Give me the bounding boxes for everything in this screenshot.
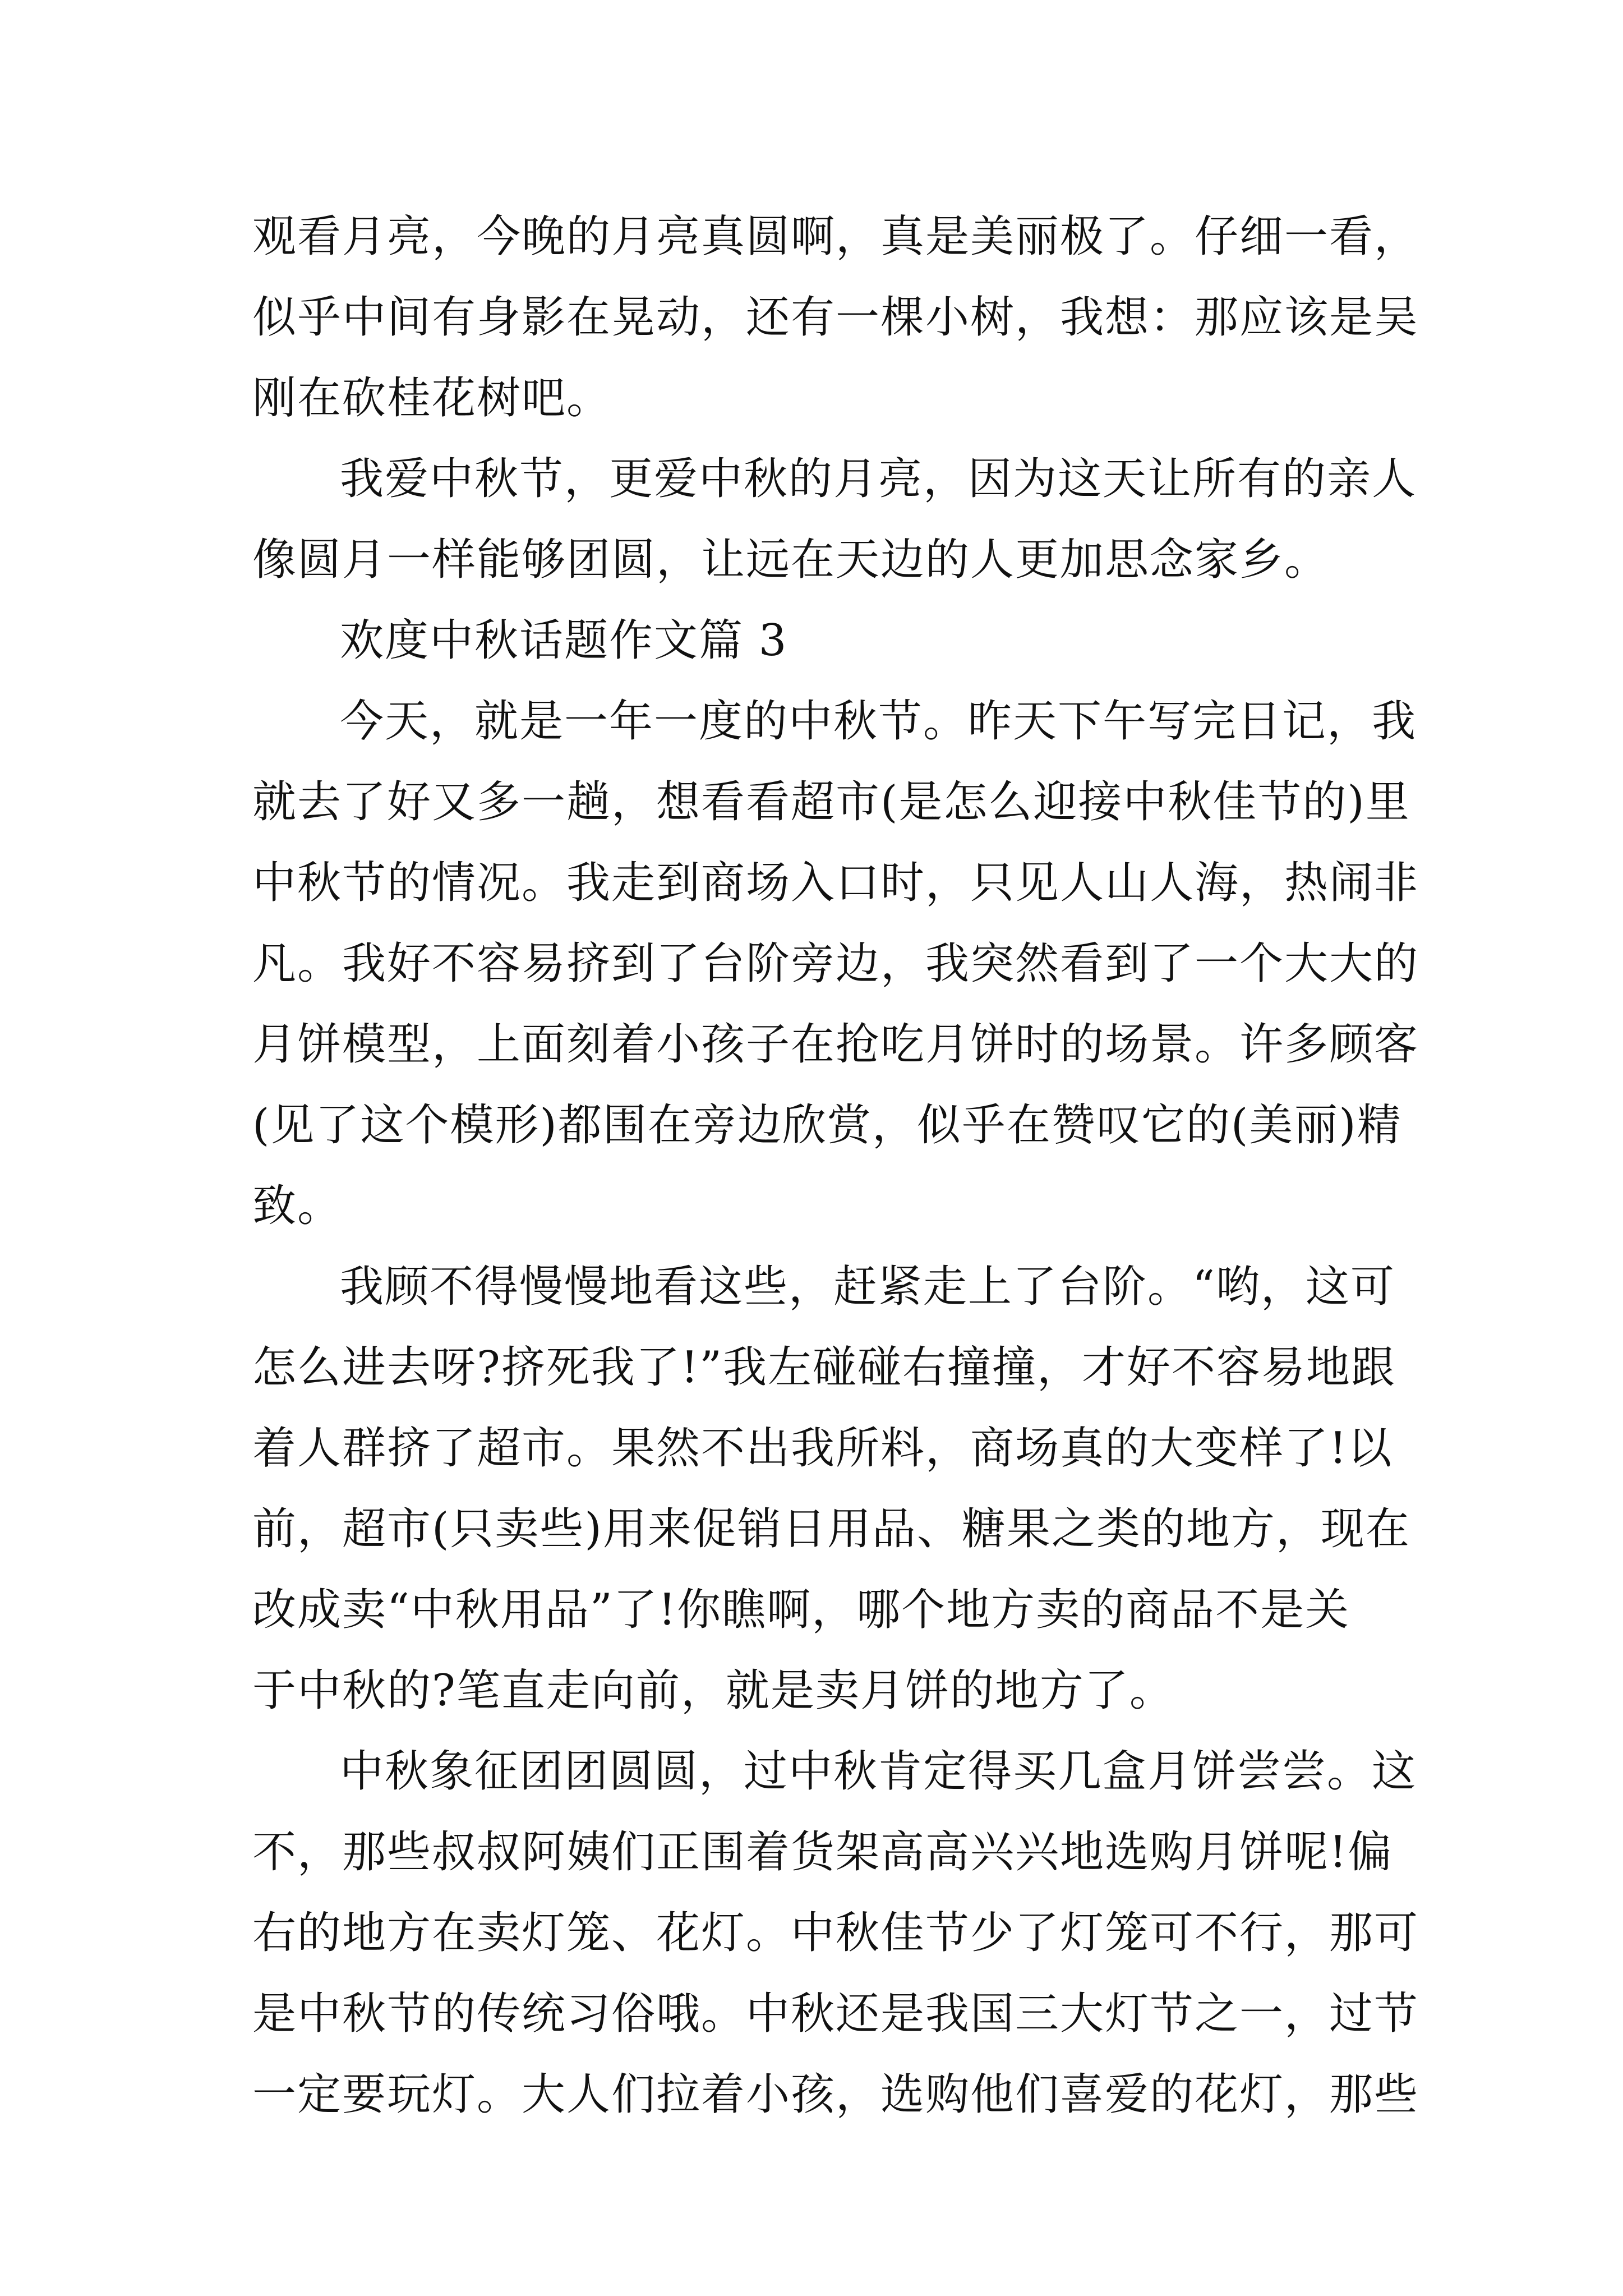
text-line-12: (见了这个模形)都围在旁边欣赏，似乎在赞叹它的(美丽)精 bbox=[252, 1100, 1402, 1151]
text-line-17: 前，超市(只卖些)用来促销日用品、糖果之类的地方，现在 bbox=[252, 1504, 1410, 1554]
text-line-18: 改成卖“中秋用品”了!你瞧啊，哪个地方卖的商品不是关 bbox=[252, 1585, 1350, 1635]
text-line-10: 凡。我好不容易挤到了台阶旁边，我突然看到了一个大大的 bbox=[252, 938, 1419, 989]
text-line-7: 今天，就是一年一度的中秋节。昨天下午写完日记，我 bbox=[340, 696, 1417, 747]
text-line-24: 一定要玩灯。大人们拉着小孩，选购他们喜爱的花灯，那些 bbox=[252, 2069, 1419, 2120]
text-line-21: 不，那些叔叔阿姨们正围着货架高高兴兴地选购月饼呢!偏 bbox=[252, 1827, 1393, 1878]
section-heading: 欢度中秋话题作文篇 3 bbox=[340, 615, 788, 666]
text-line-13: 致。 bbox=[252, 1181, 343, 1231]
text-line-14: 我顾不得慢慢地看这些，赶紧走上了台阶。“哟，这可 bbox=[340, 1262, 1395, 1312]
article-body bbox=[252, 196, 1419, 2135]
text-line-2: 似乎中间有身影在晃动，还有一棵小树，我想：那应该是吴 bbox=[252, 292, 1419, 343]
text-line-1: 观看月亮，今晚的月亮真圆啊，真是美丽极了。仔细一看， bbox=[252, 211, 1419, 262]
text-line-20: 中秋象征团团圆圆，过中秋肯定得买几盒月饼尝尝。这 bbox=[340, 1746, 1417, 1797]
text-line-5: 像圆月一样能够团圆，让远在天边的人更加思念家乡。 bbox=[252, 535, 1330, 585]
text-line-22: 右的地方在卖灯笼、花灯。中秋佳节少了灯笼可不行，那可 bbox=[252, 1908, 1419, 1958]
text-line-3: 刚在砍桂花树吧。 bbox=[252, 373, 612, 424]
text-line-8: 就去了好又多一趟，想看看超市(是怎么迎接中秋佳节的)里 bbox=[252, 777, 1410, 827]
text-line-11: 月饼模型，上面刻着小孩子在抢吃月饼时的场景。许多顾客 bbox=[252, 1019, 1419, 1070]
text-line-15: 怎么进去呀?挤死我了!”我左碰碰右撞撞，才好不容易地跟 bbox=[252, 1342, 1396, 1393]
text-line-9: 中秋节的情况。我走到商场入口时，只见人山人海，热闹非 bbox=[252, 858, 1419, 908]
text-line-4: 我爱中秋节，更爱中秋的月亮，因为这天让所有的亲人 bbox=[340, 454, 1417, 504]
text-line-16: 着人群挤了超市。果然不出我所料，商场真的大变样了!以 bbox=[252, 1423, 1393, 1474]
text-line-23: 是中秋节的传统习俗哦。中秋还是我国三大灯节之一，过节 bbox=[252, 1989, 1419, 2039]
text-line-19: 于中秋的?笔直走向前，就是卖月饼的地方了。 bbox=[252, 1665, 1174, 1716]
